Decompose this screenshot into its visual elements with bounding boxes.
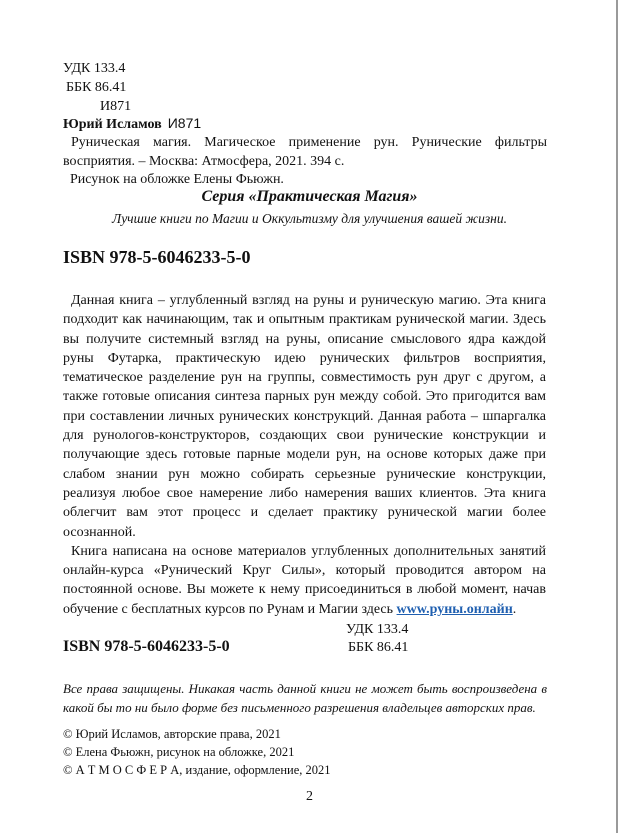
isbn-top: ISBN 978-5-6046233-5-0 (63, 247, 251, 267)
annotation-paragraph-2 (63, 542, 546, 619)
cover-credit: Рисунок на обложке Елены Фьюжн. (70, 172, 284, 187)
annotation-paragraph-1: Данная книга – углубленный взгляд на руны и руническую магию. Эта книга подходит как начинающим, так и опытным практикам рунической магии. Здесь вы получите системный взгляд на руны, описание смыслового ядра каждой руны Футарка, практическую идею рунических фильтров восприятия, тематическое разделение рун на группы, совместимость рун друг с другом, а также готовые описания синтеза парных рун между собой. Это пригодится вам при составлении личных рунических конструкций. Данная работа – шпаргалка для рунологов-конструкторов, создающих свои рунические конструкции и получающие здесь готовые парные модели рун, на основе которых даже при слабом знании рун можно собирать серьезные рунические конструкции, реализуя любое свое намерение либо намерения ваших клиентов. Эта книга облегчит вам этот процесс и сделает практику рунической магии более осознанной. (63, 293, 546, 540)
copyright-publisher: © А Т М О С Ф Е Р А, издание, оформление, 2021 (63, 763, 331, 777)
bbk-code-bottom: ББК 86.41 (348, 640, 409, 655)
copyright-author: © Юрий Исламов, авторские права, 2021 (63, 727, 281, 741)
page-edge-border (616, 0, 618, 833)
rights-notice: Все права защищены. Никакая часть данной книги не может быть воспроизведена в какой бы то ни было форме без письменного разрешения владельцев авторских прав. (63, 681, 547, 715)
book-description: Руническая магия. Магическое применение рун. Рунические фильтры восприятия. – Москва: Атмосфера, 2021. 394 с. (63, 135, 547, 169)
paragraph-2-end: . (512, 601, 517, 617)
page-number: 2 (306, 789, 313, 804)
series-title: Серия «Практическая Магия» (201, 188, 418, 205)
website-link[interactable]: www.руны.онлайн (396, 601, 513, 617)
isbn-bottom: ISBN 978-5-6046233-5-0 (63, 638, 230, 655)
author-code: И871 (167, 115, 202, 131)
series-subtitle: Лучшие книги по Магии и Оккультизму для улучшения вашей жизни. (112, 211, 507, 226)
copyright-illustrator: © Елена Фьюжн, рисунок на обложке, 2021 (63, 745, 295, 759)
bbk-code: ББК 86.41 (66, 80, 127, 95)
author-name: Юрий Исламов (63, 117, 162, 132)
udk-code-bottom: УДК 133.4 (346, 622, 409, 637)
author-sign: И871 (100, 99, 132, 114)
author-line (63, 115, 201, 133)
paragraph-2-text: Книга написана на основе материалов углубленных дополнительных занятий онлайн-курса «Рунический Круг Силы», который проводится автором на постоянной основе. Вы можете к нему присоединиться в любой момент, начав обучение с бесплатных курсов по Рунам и Магии здесь (63, 543, 546, 617)
udk-code: УДК 133.4 (63, 61, 126, 76)
annotation (63, 291, 546, 619)
